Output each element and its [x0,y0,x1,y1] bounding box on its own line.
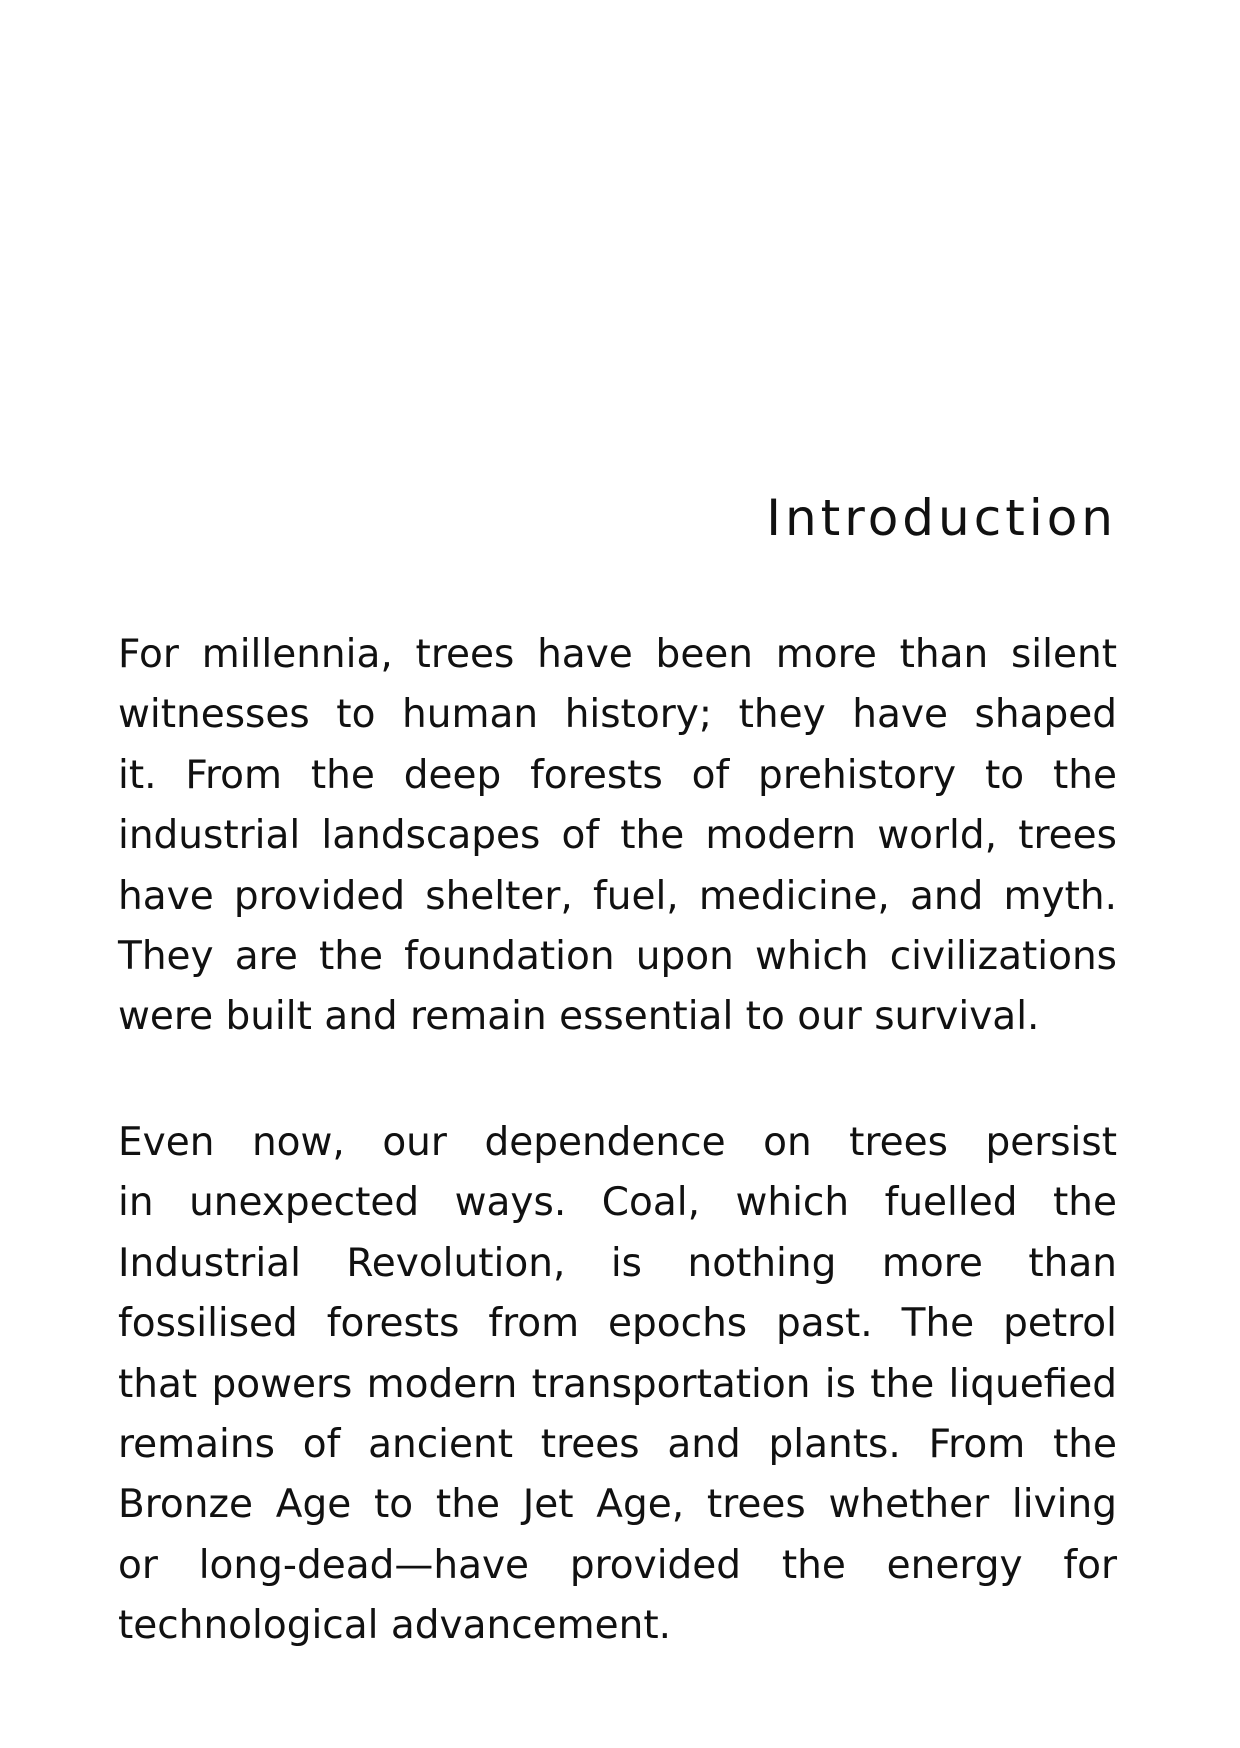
paragraph-line: Bronze Age to the Jet Age, trees whether living [118,1482,1117,1528]
section-title: Introduction [766,489,1117,547]
paragraph-line: Even now, our dependence on trees persist [118,1120,1117,1165]
paragraph-line: in unexpected ways. Coal, which fuelled the [118,1180,1117,1226]
paragraph-2 [118,1113,1117,1657]
paragraph-line: it. From the deep forests of prehistory to the [118,752,1117,798]
paragraph-line: have provided shelter, fuel, medicine, and myth. [118,873,1117,919]
paragraph-line: or long-dead—have provided the energy for [118,1542,1117,1588]
paragraph-line: were built and remain essential to our survival. [118,994,1040,1040]
paragraph-line: They are the foundation upon which civilizations [118,934,1117,980]
paragraph-line: fossilised forests from epochs past. The petrol [118,1301,1117,1347]
paragraph-line: technological advancement. [118,1603,672,1649]
paragraph-1 [118,625,1117,1048]
paragraph-line: remains of ancient trees and plants. From the [118,1422,1117,1468]
paragraph-line: witnesses to human history; they have shaped [118,692,1117,738]
paragraph-line: industrial landscapes of the modern world, trees [118,813,1117,859]
paragraph-line: For millennia, trees have been more than silent [118,632,1117,677]
paragraph-line: Industrial Revolution, is nothing more than [118,1240,1117,1286]
paragraph-line: that powers modern transportation is the liquefied [118,1361,1117,1407]
